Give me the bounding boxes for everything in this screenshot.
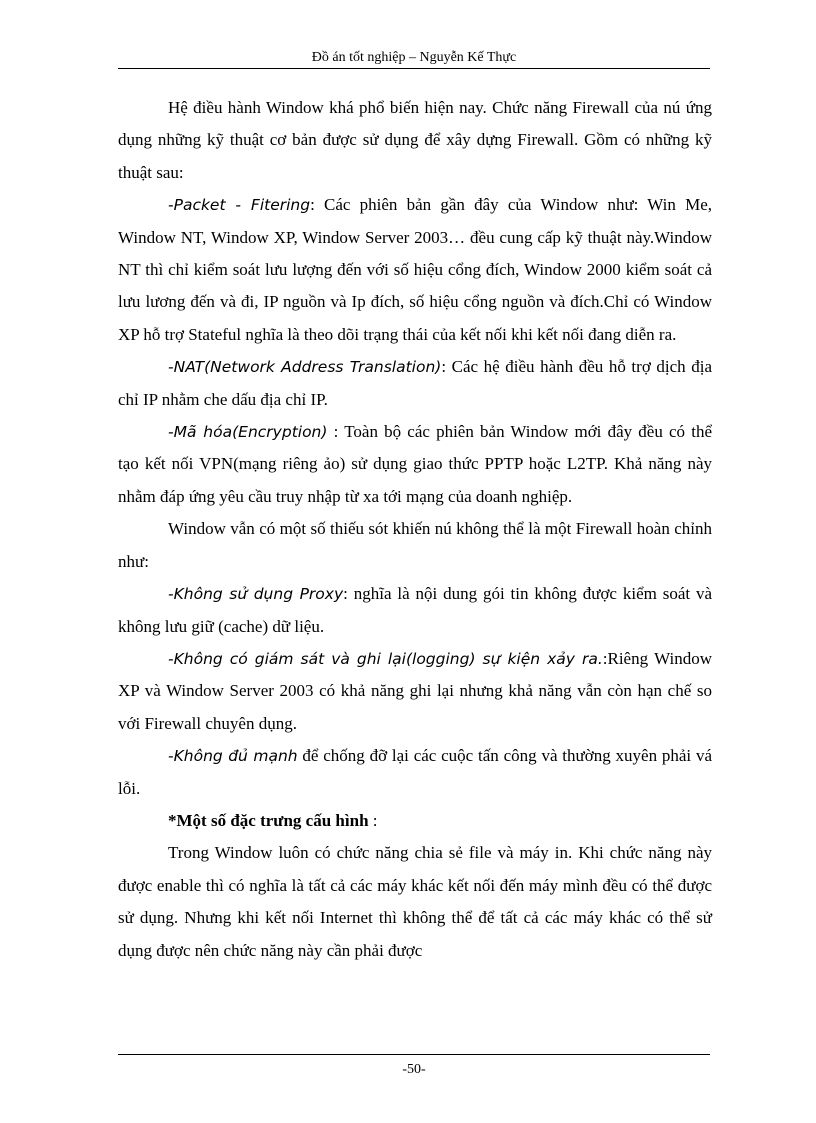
paragraph-file-sharing [118,837,712,967]
term-nat: -NAT(Network Address Translation) [168,358,442,377]
paragraph-not-strong [118,740,712,805]
term-no-logging: -Không có giám sát và ghi lại(logging) sự kiện xảy ra. [168,649,603,668]
paragraph-shortcomings [118,513,712,578]
paragraph-text: : Các hệ điều hành đều hỗ trợ dịch địa chỉ IP nhằm che dấu địa chỉ IP. [118,357,712,409]
paragraph-text: : Toàn bộ các phiên bản Window mới đây đều có thể tạo kết nối VPN(mạng riêng ảo) sử dụng giao thức PPTP hoặc L2TP. Khả năng này nhằm đáp ứng yêu cầu truy nhập từ xa tới mạng của doanh nghiệp. [118,422,712,506]
paragraph-packet-filtering [118,189,712,351]
footer-divider [118,1054,710,1055]
paragraph-no-proxy [118,578,712,643]
term-encryption: -Mã hóa(Encryption) [168,423,328,442]
section-heading-config [118,805,712,837]
page-number: -50- [402,1062,426,1077]
term-no-proxy: -Không sử dụng Proxy [168,585,344,604]
paragraph-text: : nghĩa là nội dung gói tin không được kiểm soát và không lưu giữ (cache) dữ liệu. [118,584,713,636]
paragraph-text: Window vẫn có một số thiếu sót khiến nú không thể là một Firewall hoàn chỉnh như: [118,519,712,571]
page-header: Đồ án tốt nghiệp – Nguyễn Kế Thực [311,50,517,65]
term-not-strong: -Không đủ mạnh [168,747,298,766]
paragraph-text: Hệ điều hành Window khá phổ biến hiện nay. Chức năng Firewall của nú ứng dụng những kỹ thuật cơ bản được sử dụng để xây dựng Firewall. Gồm có những kỹ thuật sau: [118,98,712,182]
paragraph-intro [118,92,712,189]
paragraph-text: để chống đỡ lại các cuộc tấn công và thường xuyên phải vá lỗi. [118,746,712,798]
paragraph-no-logging [118,643,712,740]
document-body [118,92,712,967]
paragraph-text: : Các phiên bản gần đây của Window như: Win Me, Window NT, Window XP, Window Server 2003… đều cung cấp kỹ thuật này.Window NT thì chỉ kiểm soát lưu lượng đến với số hiệu cổng đích, Window 2000 kiểm soát cả lưu lương đến và đi, IP nguồn và Ip đích, số hiệu cổng nguồn và đích.Chỉ có Window XP hỗ trợ Stateful nghĩa là theo dõi trạng thái của kết nối khi kết nối đang diễn ra. [118,195,712,344]
section-heading-text: *Một số đặc trưng cấu hình [168,810,369,830]
term-packet-filtering: -Packet - Fitering [168,196,311,215]
paragraph-text: Trong Window luôn có chức năng chia sẻ file và máy in. Khi chức năng này được enable thì có nghĩa là tất cả các máy khác kết nối đến máy mình đều có thể được sử dụng. Nhưng khi kết nối Internet thì không thể để tất cả các máy khác có thể sử dụng được nên chức năng này cần phải được [118,843,712,960]
paragraph-encryption [118,416,712,513]
paragraph-text: :Riêng Window XP và Window Server 2003 có khả năng ghi lại nhưng khả năng vẫn còn hạn chế so với Firewall chuyên dụng. [118,648,712,733]
paragraph-text: : [368,810,378,830]
header-divider [118,68,710,69]
paragraph-nat [118,351,712,416]
